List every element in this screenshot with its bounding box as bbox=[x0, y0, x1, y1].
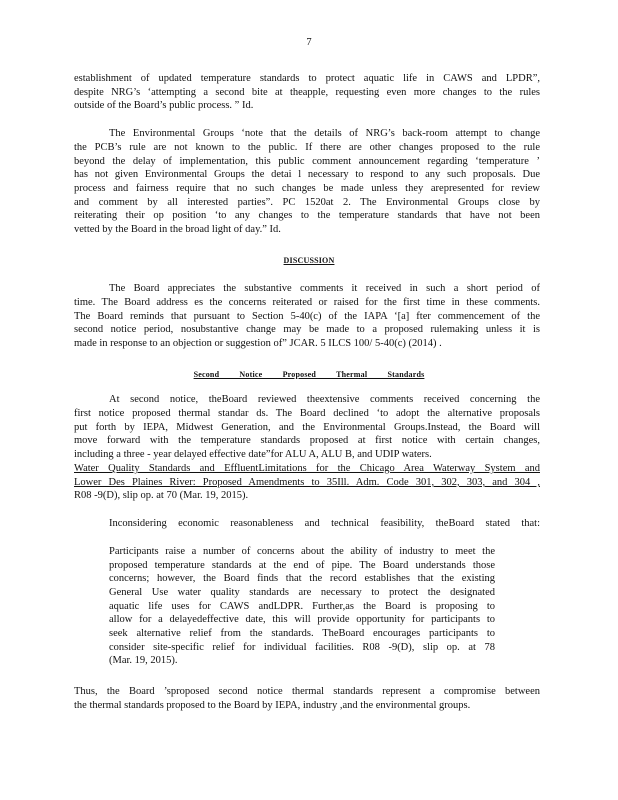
quote-line-1: Participants raise a number of concerns about the ability of industry to meet the bbox=[109, 546, 495, 557]
para1-line-2: despite NRG’s ‘attempting a second bite at theapple, requesting even more changes to the rules bbox=[74, 87, 540, 98]
para2-line-5: process and fairness require that no such changes be made unless they arepresented for review bbox=[74, 183, 540, 194]
case-citation-line-2: Lower Des Plaines River: Proposed Amendments to 35Ill. Adm. Code 301, 302, 303, and 304 , bbox=[74, 477, 540, 488]
para2-line-7: reiterating their op position ‘to any changes to the temperature standards that have not been bbox=[74, 210, 540, 221]
para2-line-4: has not given Environmental Groups the detai l necessary to respond to any such proposals. Due bbox=[74, 169, 540, 180]
para3-line-2: time. The Board address es the concerns reiterated or raised for the first time in these comments. bbox=[74, 297, 540, 308]
quote-line-4: General Use water quality standards are necessary to protect the designated bbox=[109, 587, 495, 598]
para2-line-6: and comment by all interested parties”. PC 1520at 2. The Environmental Groups close by bbox=[74, 197, 540, 208]
discussion-heading-text: DISCUSSION bbox=[283, 256, 335, 265]
para3-line-5: made in response to an objection or suggestion of” JCAR. 5 ILCS 100/ 5-40(c) (2014) . bbox=[74, 338, 442, 349]
para4-line-2: first notice proposed thermal standar ds. The Board declined ‘to adopt the alternative proposals bbox=[74, 408, 540, 419]
quote-line-3: concerns; however, the Board finds that the record establishes that the existing bbox=[109, 573, 495, 584]
para4-line-4: move forward with the temperature standards proposed at first notice with certain changes, bbox=[74, 435, 540, 446]
quote-line-6: allow for a delayedeffective date, this will provide opportunity for participants to bbox=[109, 614, 495, 625]
para2-line-2: the PCB’s rule are not known to the public. If there are other changes proposed to the rule bbox=[74, 142, 540, 153]
para5: Inconsidering economic reasonableness and technical feasibility, theBoard stated that: bbox=[109, 518, 540, 529]
quote-line-8: consider site-specific relief for individual facilities. R08 -9(D), slip op. at 78 bbox=[109, 642, 495, 653]
thermal-standards-heading bbox=[0, 368, 618, 382]
para1-line-1: establishment of updated temperature standards to protect aquatic life in CAWS and LPDR”, bbox=[74, 73, 540, 84]
para2-line-8: vetted by the Board in the broad light of day.” Id. bbox=[74, 224, 281, 235]
thermal-standards-heading-text: Second Notice Proposed Thermal Standards bbox=[193, 370, 425, 379]
para6-line-1: Thus, the Board ’sproposed second notice thermal standards represent a compromise between bbox=[74, 686, 540, 697]
para1-line-3: outside of the Board’s public process. ” Id. bbox=[74, 100, 254, 111]
para4-line-5: including a three - year delayed effective date”for ALU A, ALU B, and UDIP waters. bbox=[74, 449, 432, 460]
case-citation-line-1: Water Quality Standards and EffluentLimitations for the Chicago Area Waterway System and bbox=[74, 463, 540, 474]
discussion-heading bbox=[0, 254, 618, 268]
para2-line-1: The Environmental Groups ‘note that the details of NRG’s back-room attempt to change bbox=[109, 128, 540, 139]
para4-line-3: put forth by IEPA, Midwest Generation, and the Environmental Groups.Instead, the Board will bbox=[74, 422, 540, 433]
para6-line-2: the thermal standards proposed to the Board by IEPA, industry ,and the environmental groups. bbox=[74, 700, 471, 711]
para3-line-1: The Board appreciates the substantive comments it received in such a short period of bbox=[109, 283, 540, 294]
para3-line-3: The Board reminds that pursuant to Section 5-40(c) of the IAPA ‘[a] fter commencement of the bbox=[74, 311, 540, 322]
para4-line-1: At second notice, theBoard reviewed theextensive comments received concerning the bbox=[109, 394, 540, 405]
page-number: 7 bbox=[306, 37, 312, 48]
quote-line-7: seek alternative relief from the standards. TheBoard encourages participants to bbox=[109, 628, 495, 639]
quote-line-2: proposed temperature standards at the end of pipe. The Board understands those bbox=[109, 560, 495, 571]
para2-line-3: beyond the delay of implementation, this public comment announcement regarding ‘temperature ’ bbox=[74, 156, 540, 167]
quote-line-9: (Mar. 19, 2015). bbox=[109, 655, 178, 666]
para3-line-4: second notice period, nosubstantive change may be made to a proposed rulemaking unless it is bbox=[74, 324, 540, 335]
para4-line-8: R08 -9(D), slip op. at 70 (Mar. 19, 2015). bbox=[74, 490, 249, 501]
quote-line-5: aquatic life uses for CAWS andLDPR. Further,as the Board is proposing to bbox=[109, 601, 495, 612]
